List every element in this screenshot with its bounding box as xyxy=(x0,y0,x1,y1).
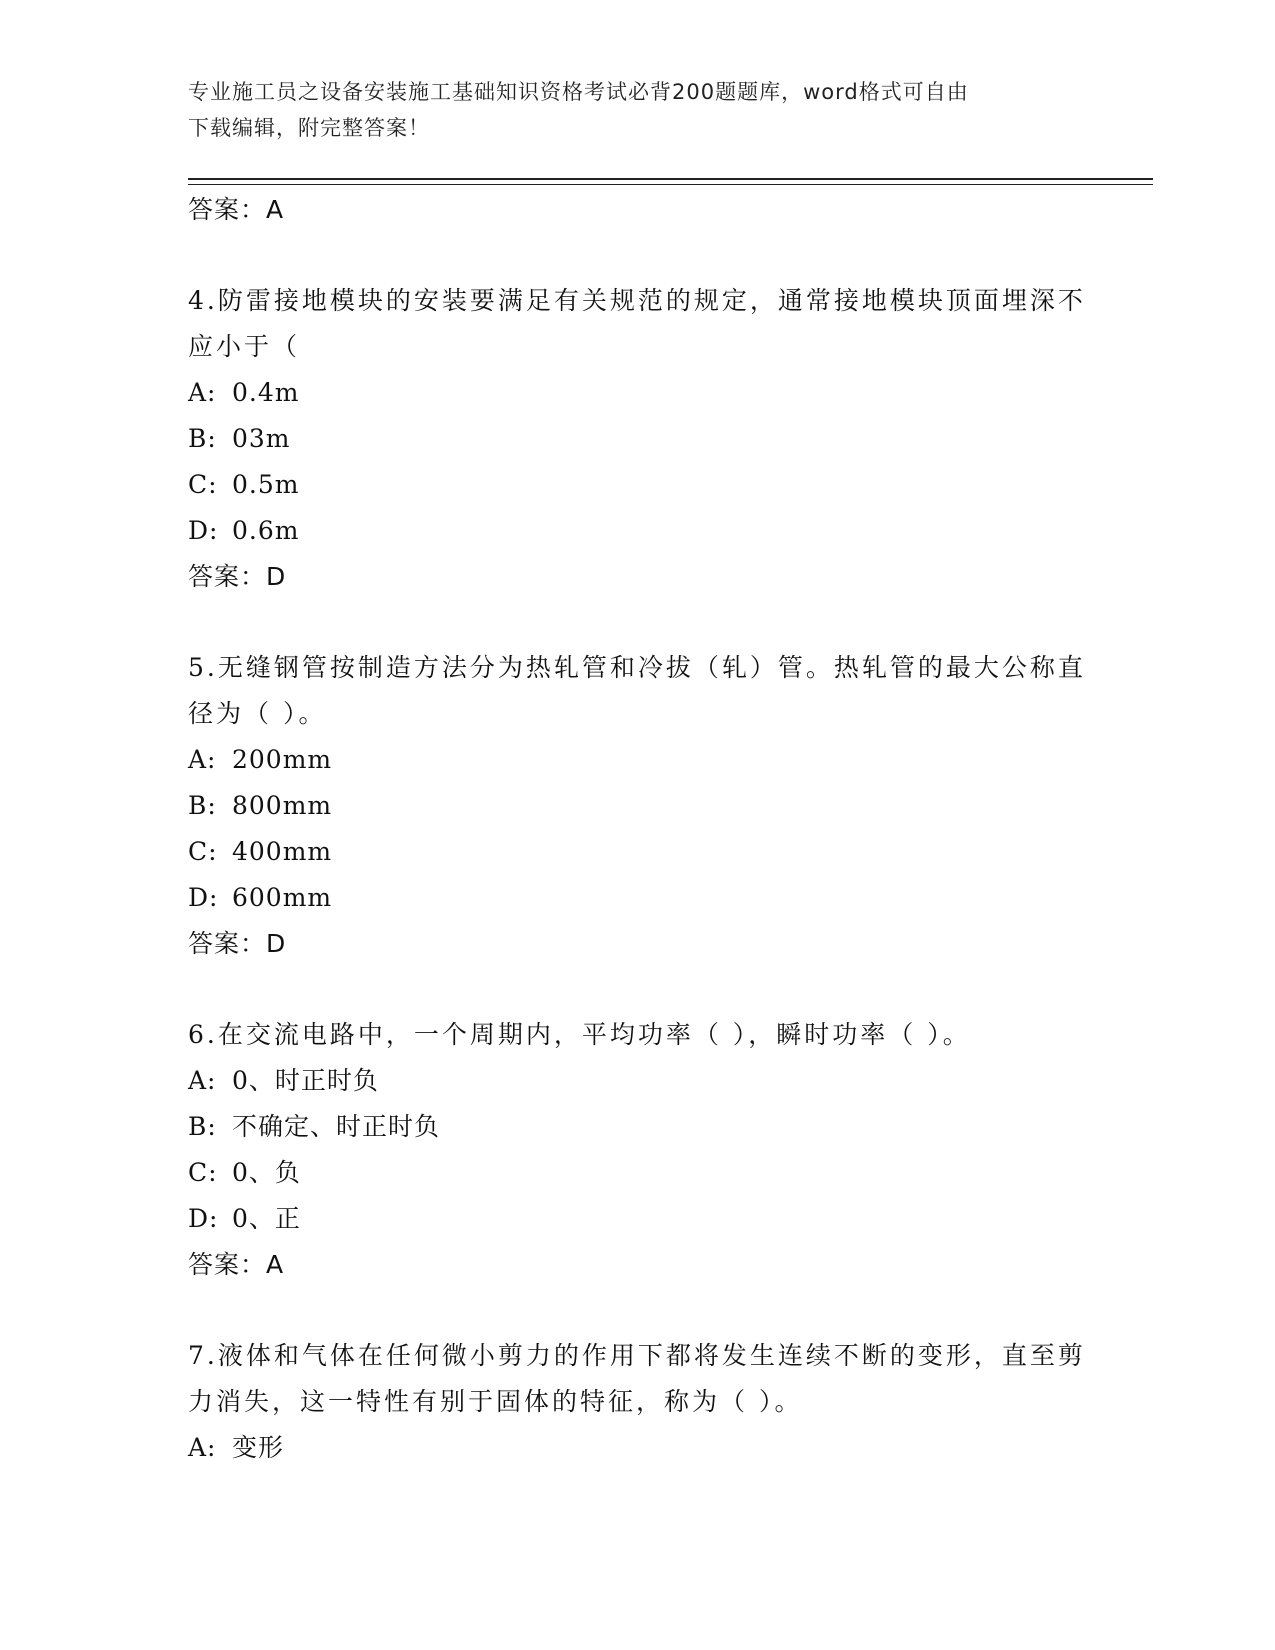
question-text: 5.无缝钢管按制造方法分为热轧管和冷拔（轧）管。热轧管的最大公称直径为（ ）。 xyxy=(188,653,1086,728)
option-letter: C: xyxy=(188,470,218,499)
option-text: 0.4m xyxy=(232,378,300,407)
option-letter: D: xyxy=(188,516,219,545)
option-text: 200mm xyxy=(232,745,333,774)
header-rule-thin xyxy=(188,184,1153,185)
option-text: 0、负 xyxy=(232,1158,301,1187)
document-header xyxy=(188,74,1088,146)
question-text: 4.防雷接地模块的安装要满足有关规范的规定，通常接地模块顶面埋深不应小于（ xyxy=(188,286,1086,361)
header-rule-thick xyxy=(188,178,1153,180)
question-item xyxy=(188,645,1088,967)
option-text: 03m xyxy=(232,424,291,453)
option-text: 600mm xyxy=(232,883,333,912)
question-text: 7.液体和气体在任何微小剪力的作用下都将发生连续不断的变形，直至剪力消失，这一特性有别于固体的特征，称为（ ）。 xyxy=(188,1341,1086,1416)
option-letter: A: xyxy=(188,1066,217,1095)
option-c xyxy=(188,1150,1088,1196)
option-b xyxy=(188,1104,1088,1150)
question-list xyxy=(188,187,1088,1471)
header-line-1: 专业施工员之设备安装施工基础知识资格考试必背200题题库，word格式可自由 xyxy=(188,80,969,104)
question-item xyxy=(188,1012,1088,1288)
option-d xyxy=(188,875,1088,921)
option-text: 0、时正时负 xyxy=(232,1066,379,1095)
option-text: 800mm xyxy=(232,791,333,820)
option-letter: D: xyxy=(188,883,219,912)
option-b xyxy=(188,783,1088,829)
option-a xyxy=(188,1058,1088,1104)
option-a xyxy=(188,737,1088,783)
question-item xyxy=(188,278,1088,600)
answer-line: 答案：D xyxy=(188,929,287,958)
option-letter: C: xyxy=(188,1158,218,1187)
option-d xyxy=(188,1196,1088,1242)
answer-line: 答案：D xyxy=(188,562,287,591)
option-letter: A: xyxy=(188,745,217,774)
option-letter: D: xyxy=(188,1204,219,1233)
option-letter: B: xyxy=(188,1112,217,1141)
option-text: 0.6m xyxy=(232,516,300,545)
option-text: 400mm xyxy=(232,837,333,866)
question-item xyxy=(188,1333,1088,1471)
question-text: 6.在交流电路中，一个周期内，平均功率（ ），瞬时功率（ ）。 xyxy=(188,1020,971,1049)
option-a xyxy=(188,370,1088,416)
option-b xyxy=(188,416,1088,462)
option-letter: B: xyxy=(188,424,217,453)
option-a xyxy=(188,1425,1088,1471)
option-letter: A: xyxy=(188,1433,217,1462)
option-c xyxy=(188,462,1088,508)
option-d xyxy=(188,508,1088,554)
option-letter: A: xyxy=(188,378,217,407)
option-text: 不确定、时正时负 xyxy=(232,1112,441,1141)
answer-line: 答案：A xyxy=(188,1250,285,1279)
option-text: 变形 xyxy=(232,1433,285,1462)
header-line-2: 下载编辑，附完整答案！ xyxy=(188,116,430,140)
option-c xyxy=(188,829,1088,875)
option-text: 0、正 xyxy=(232,1204,301,1233)
option-letter: B: xyxy=(188,791,217,820)
option-text: 0.5m xyxy=(232,470,300,499)
option-letter: C: xyxy=(188,837,218,866)
answer-line: 答案：A xyxy=(188,195,285,224)
